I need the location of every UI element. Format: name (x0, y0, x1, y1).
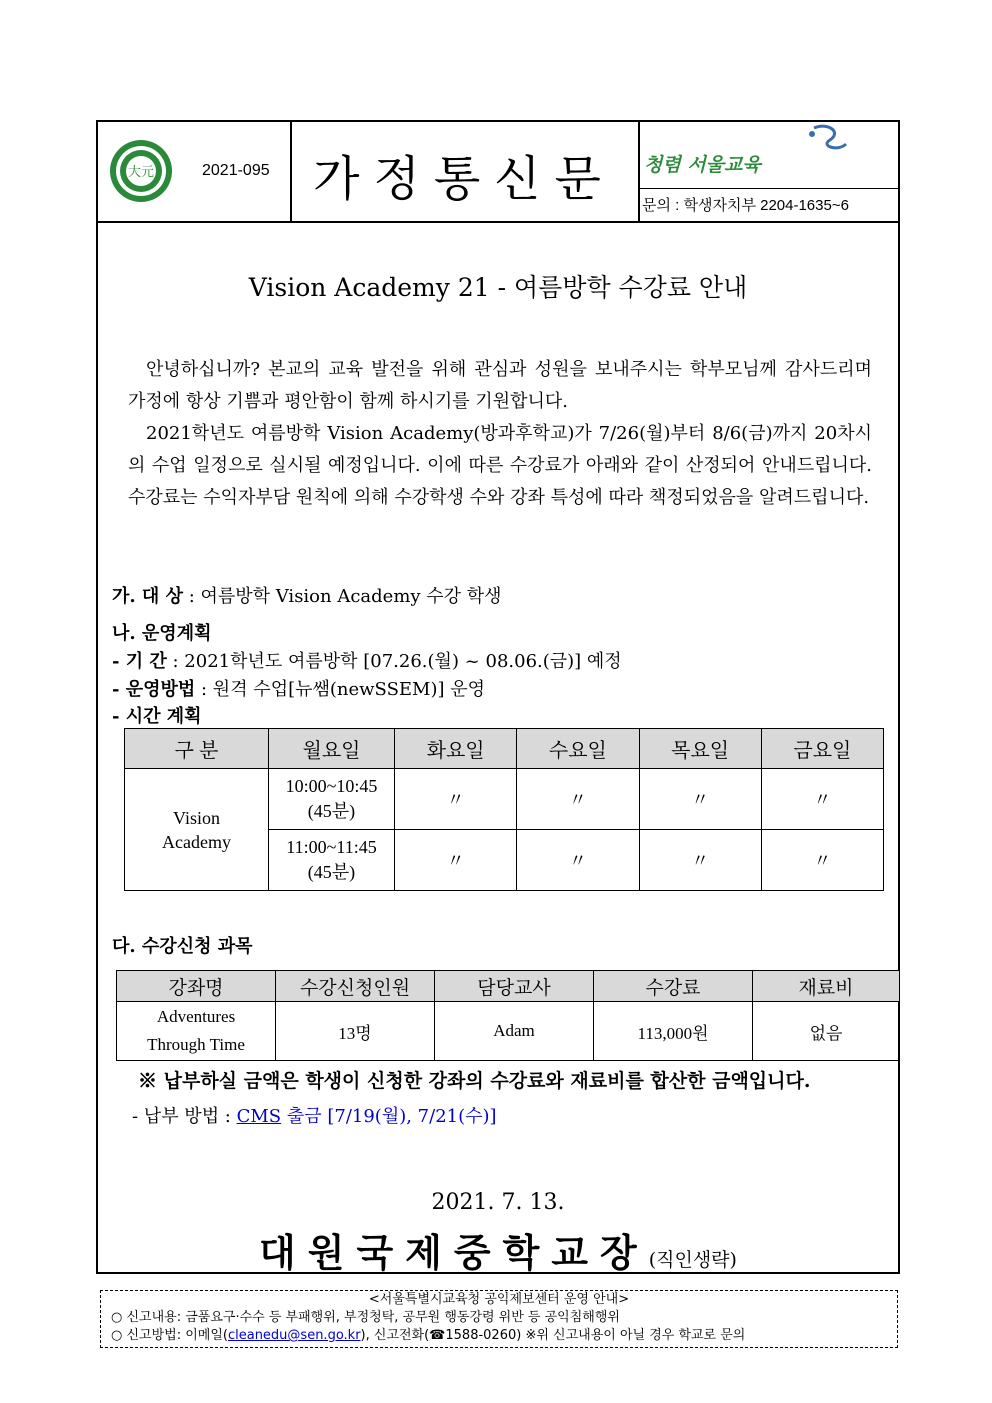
plan-heading: 나. 운영계획 (112, 623, 212, 644)
title-cell (290, 122, 640, 221)
schedule-header-row (125, 729, 884, 769)
col-header: 담당교사 (435, 971, 594, 1002)
target-section: 가. 대 상 : 여름방학 Vision Academy 수강 학생 (112, 586, 502, 607)
group-cell: Vision Academy (125, 769, 269, 891)
email-link[interactable]: cleanedu@sen.go.kr (227, 1328, 361, 1343)
footer-line: ○ 신고방법: 이메일(cleanedu@sen.go.kr), 신고전화(☎1588-0260) ※위 신고내용이 아닐 경우 학교로 문의 (111, 1328, 746, 1343)
principal-signature: 대원국제중학교장(직인생략) (259, 1230, 737, 1275)
issue-date: 2021. 7. 13. (431, 1190, 565, 1215)
col-header: 월요일 (269, 729, 395, 769)
payment-method: - 납부 방법 : CMS 출금 [7/19(월), 7/21(수)] (132, 1106, 497, 1127)
brand-cell (638, 122, 900, 221)
page-title: 가정통신문 (313, 151, 615, 207)
col-header: 목요일 (639, 729, 761, 769)
document-number: 2021-095 (202, 162, 270, 179)
teacher-cell: Adam (435, 1002, 594, 1061)
time-plan-heading: - 시간 계획 (112, 706, 202, 727)
course-name-cell: Adventures Through Time (117, 1002, 276, 1061)
course-heading: 다. 수강신청 과목 (112, 936, 253, 957)
education-office-logo-icon (794, 124, 854, 164)
method-line: - 운영방법 : 원격 수업[뉴쌤(newSSEM)] 운영 (112, 679, 486, 700)
cms-link[interactable]: CMS (236, 1106, 282, 1127)
fee-cell: 113,000원 (594, 1002, 753, 1061)
ditto-cell: 〃 (761, 830, 883, 891)
footer-notice (100, 1290, 898, 1348)
ditto-cell: 〃 (517, 769, 639, 830)
contact-info: 문의 : 학생자치부 2204-1635~6 (642, 197, 849, 214)
table-row (125, 769, 884, 830)
col-header: 수요일 (517, 729, 639, 769)
greeting-paragraph: 안녕하십니까? 본교의 교육 발전을 위해 관심과 성원을 보내주시는 학부모님께 감사드리며 가정에 항상 기쁨과 평안함이 함께 하시기를 기원합니다. (128, 359, 872, 412)
period-line: - 기 간 : 2021학년도 여름방학 [07.26.(월) ~ 08.06.(금)] 예정 (112, 651, 622, 672)
course-header-row (117, 971, 900, 1002)
notice-title: Vision Academy 21 - 여름방학 수강료 안내 (248, 273, 748, 302)
course-table (116, 970, 900, 1061)
time-cell: 10:00~10:45 (45분) (269, 769, 395, 830)
col-header: 수강료 (594, 971, 753, 1002)
ditto-cell: 〃 (639, 769, 761, 830)
col-header: 금요일 (761, 729, 883, 769)
col-header: 재료비 (753, 971, 900, 1002)
enroll-count-cell: 13명 (276, 1002, 435, 1061)
school-seal-icon (108, 138, 174, 204)
time-cell: 11:00~11:45 (45분) (269, 830, 395, 891)
logo-cell (98, 122, 292, 221)
col-header: 구 분 (125, 729, 269, 769)
ditto-cell: 〃 (395, 830, 517, 891)
table-row (117, 1002, 900, 1061)
col-header: 강좌명 (117, 971, 276, 1002)
ditto-cell: 〃 (517, 830, 639, 891)
info-paragraph: 2021학년도 여름방학 Vision Academy(방과후학교)가 7/26(월)부터 8/6(금)까지 20차시의 수업 일정으로 실시될 예정입니다. 이에 따른 수강료가 아래와 같이 산정되어 안내드립니다. 수강료는 수익자부담 원칙에 의해 수강학생 수와 강좌 특성에 따라 책정되었음을 알려드립니다. (128, 423, 872, 508)
footer-line: ○ 신고내용: 금품요구·수수 등 부패행위, 부정청탁, 공무원 행동강령 위반 등 공익침해행위 (111, 1310, 620, 1325)
document-frame (96, 120, 900, 1274)
material-cell: 없음 (753, 1002, 900, 1061)
ditto-cell: 〃 (761, 769, 883, 830)
payment-note: ※ 납부하실 금액은 학생이 신청한 강좌의 수강료와 재료비를 합산한 금액입니다. (138, 1070, 811, 1092)
ditto-cell: 〃 (395, 769, 517, 830)
brand-slogan-logo: 청렴 서울교육 (644, 154, 761, 176)
col-header: 수강신청인원 (276, 971, 435, 1002)
ditto-cell: 〃 (639, 830, 761, 891)
col-header: 화요일 (395, 729, 517, 769)
schedule-table (124, 728, 884, 891)
footer-title: <서울특별시교육청 공익제보센터 운영 안내> (368, 1292, 630, 1307)
svg-text:大元: 大元 (127, 165, 155, 180)
header (98, 122, 898, 223)
brand-logo-area (638, 122, 900, 189)
